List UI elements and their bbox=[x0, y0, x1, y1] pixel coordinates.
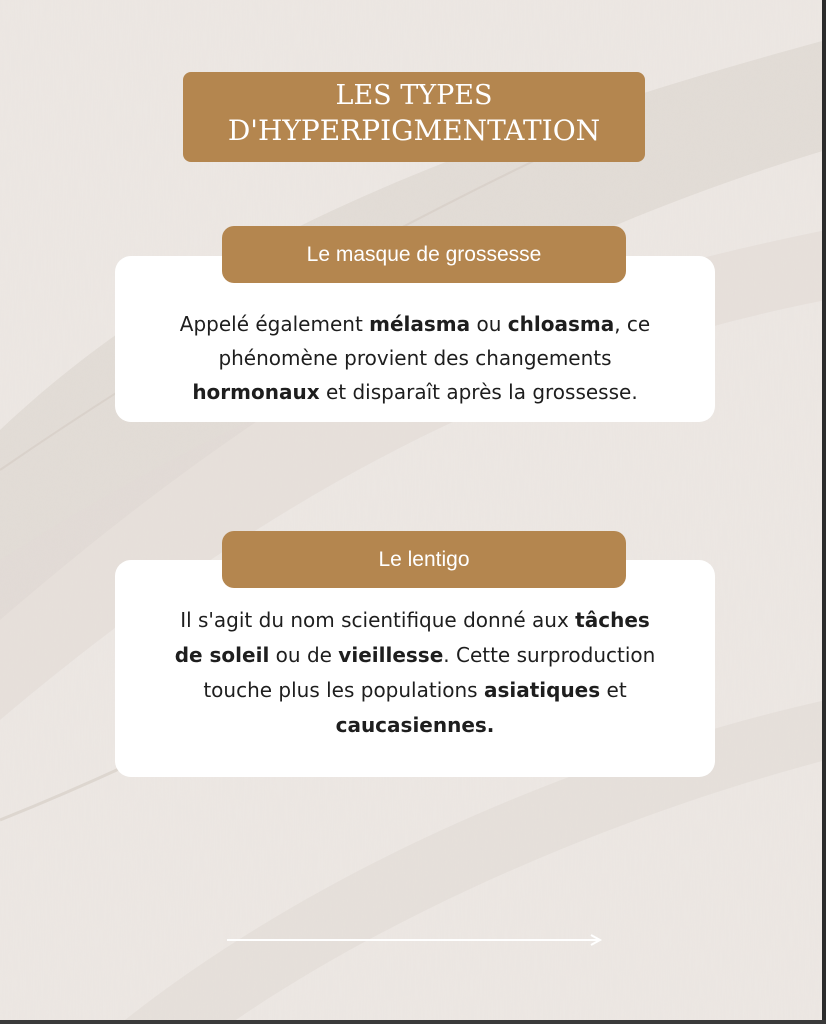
section-body-lentigo bbox=[120, 603, 710, 743]
bold-text-run: tâches bbox=[575, 608, 650, 632]
body-text-line bbox=[120, 673, 710, 708]
text-run: . Cette surproduction bbox=[443, 643, 656, 667]
text-run: Il s'agit du nom scientifique donné aux bbox=[180, 608, 576, 632]
body-text-line bbox=[120, 603, 710, 638]
bold-text-run: asiatiques bbox=[483, 678, 601, 702]
bottom-edge-frame bbox=[0, 1020, 826, 1024]
section-heading-masque: Le masque de grossesse bbox=[222, 226, 626, 283]
body-text-line bbox=[120, 307, 710, 341]
body-text-line bbox=[120, 638, 710, 673]
section-body-masque bbox=[120, 307, 710, 409]
text-run: ou bbox=[470, 312, 508, 336]
page-title-line-1: LES TYPES bbox=[335, 80, 493, 111]
text-run: ou de bbox=[269, 643, 339, 667]
page-title-box bbox=[183, 72, 645, 162]
section-heading-lentigo: Le lentigo bbox=[222, 531, 626, 588]
arrow-right-icon[interactable] bbox=[225, 932, 607, 948]
bold-text-run: caucasiennes. bbox=[335, 713, 495, 737]
text-run: touche plus les populations bbox=[203, 678, 484, 702]
body-text-line bbox=[120, 341, 710, 375]
body-text-line bbox=[120, 708, 710, 743]
bold-text-run: mélasma bbox=[369, 312, 471, 336]
text-run: phénomène provient des changements bbox=[218, 346, 612, 370]
bold-text-run: chloasma bbox=[507, 312, 615, 336]
text-run: et bbox=[600, 678, 627, 702]
bold-text-run: de soleil bbox=[174, 643, 270, 667]
text-run: , ce bbox=[614, 312, 651, 336]
text-run: Appelé également bbox=[179, 312, 370, 336]
right-edge-frame bbox=[822, 0, 826, 1024]
body-text-line bbox=[120, 375, 710, 409]
bold-text-run: hormonaux bbox=[192, 380, 320, 404]
text-run: et disparaît après la grossesse. bbox=[319, 380, 638, 404]
bold-text-run: vieillesse bbox=[338, 643, 444, 667]
page-title-line-2: D'HYPERPIGMENTATION bbox=[227, 114, 601, 147]
